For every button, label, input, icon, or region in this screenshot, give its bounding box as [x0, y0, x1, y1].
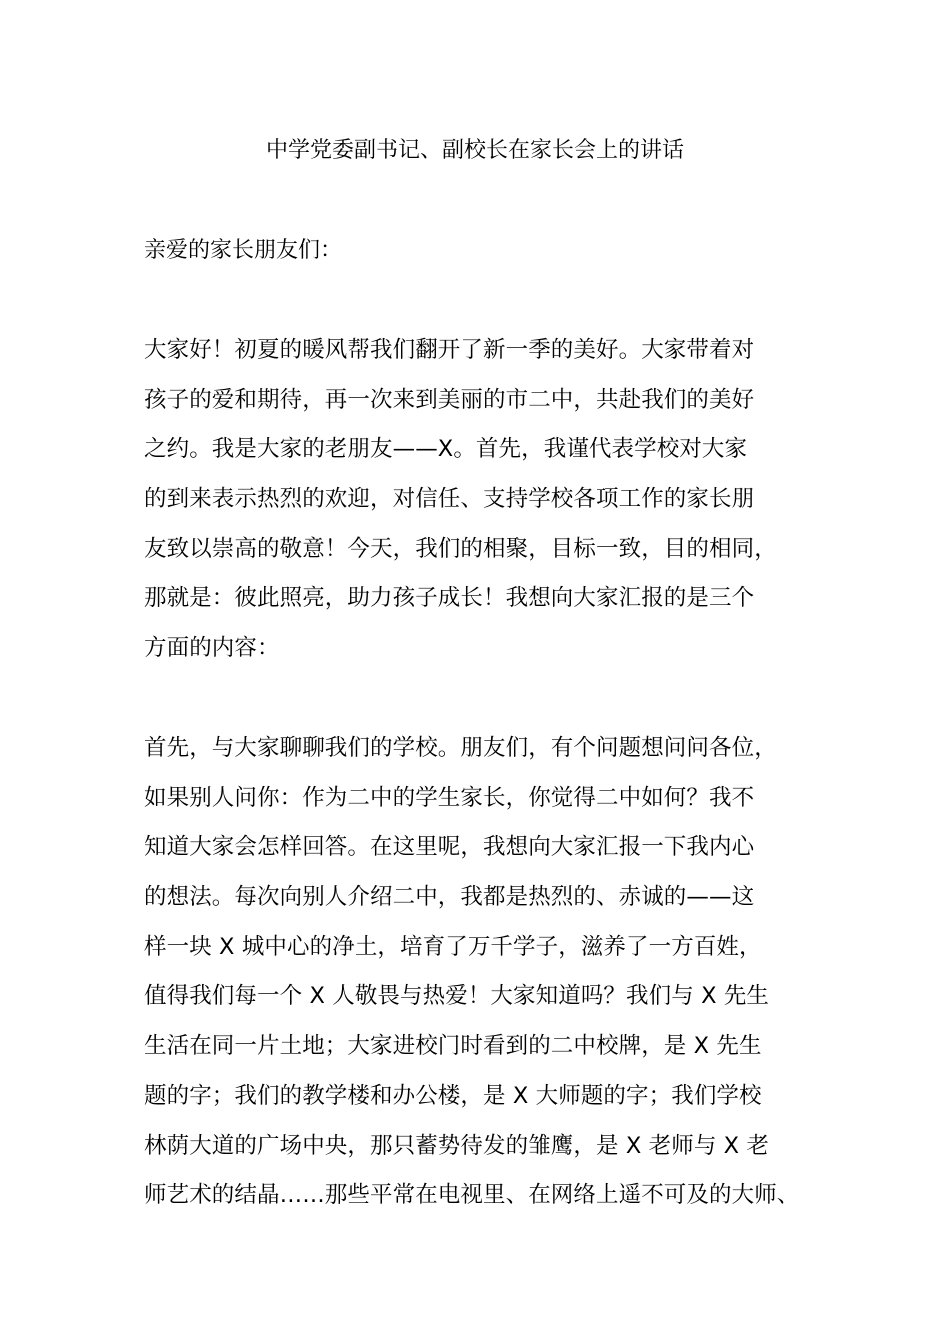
paragraph-line: 的到来表示热烈的欢迎，对信任、支持学校各项工作的家长朋	[144, 486, 755, 513]
paragraph-line: 孩子的爱和期待，再一次来到美丽的市二中，共赴我们的美好	[144, 386, 755, 413]
paragraph-line: 生活在同一片土地；大家进校门时看到的二中校牌，是 X 先生	[144, 1033, 762, 1060]
paragraph-line: 师艺术的结晶……那些平常在电视里、在网络上遥不可及的大师、	[144, 1182, 800, 1209]
paragraph-line: 题的字；我们的教学楼和办公楼，是 X 大师题的字；我们学校	[144, 1082, 762, 1109]
paragraph-line: 样一块 X 城中心的净土，培育了万千学子，滋养了一方百姓，	[144, 933, 762, 960]
paragraph-1	[144, 330, 834, 678]
paragraph-line: 首先，与大家聊聊我们的学校。朋友们，有个问题想问问各位，	[144, 735, 777, 761]
paragraph-line: 那就是：彼此照亮，助力孩子成长！我想向大家汇报的是三个	[144, 585, 755, 612]
paragraph-line: 方面的内容：	[144, 635, 280, 662]
paragraph-line: 的想法。每次向别人介绍二中，我都是热烈的、赤诚的——这	[144, 884, 755, 911]
paragraph-line: 值得我们每一个 X 人敬畏与热爱！大家知道吗？我们与 X 先生	[144, 983, 770, 1010]
salutation: 亲爱的家长朋友们：	[144, 238, 343, 263]
paragraph-line: 如果别人问你：作为二中的学生家长，你觉得二中如何？我不	[144, 784, 755, 811]
paragraph-line: 友致以崇高的敬意！今天，我们的相聚，目标一致，目的相同，	[144, 535, 777, 562]
paragraph-line: 知道大家会怎样回答。在这里呢，我想向大家汇报一下我内心	[144, 834, 755, 861]
paragraph-line: 林荫大道的广场中央，那只蓄势待发的雏鹰，是 X 老师与 X 老	[144, 1132, 770, 1159]
paragraph-2	[144, 728, 834, 1225]
paragraph-line: 之约。我是大家的老朋友——X。首先，我谨代表学校对大家	[144, 436, 748, 463]
paragraph-line: 大家好！初夏的暖风帮我们翻开了新一季的美好。大家带着对	[144, 337, 755, 363]
document-title: 中学党委副书记、副校长在家长会上的讲话	[265, 138, 684, 163]
